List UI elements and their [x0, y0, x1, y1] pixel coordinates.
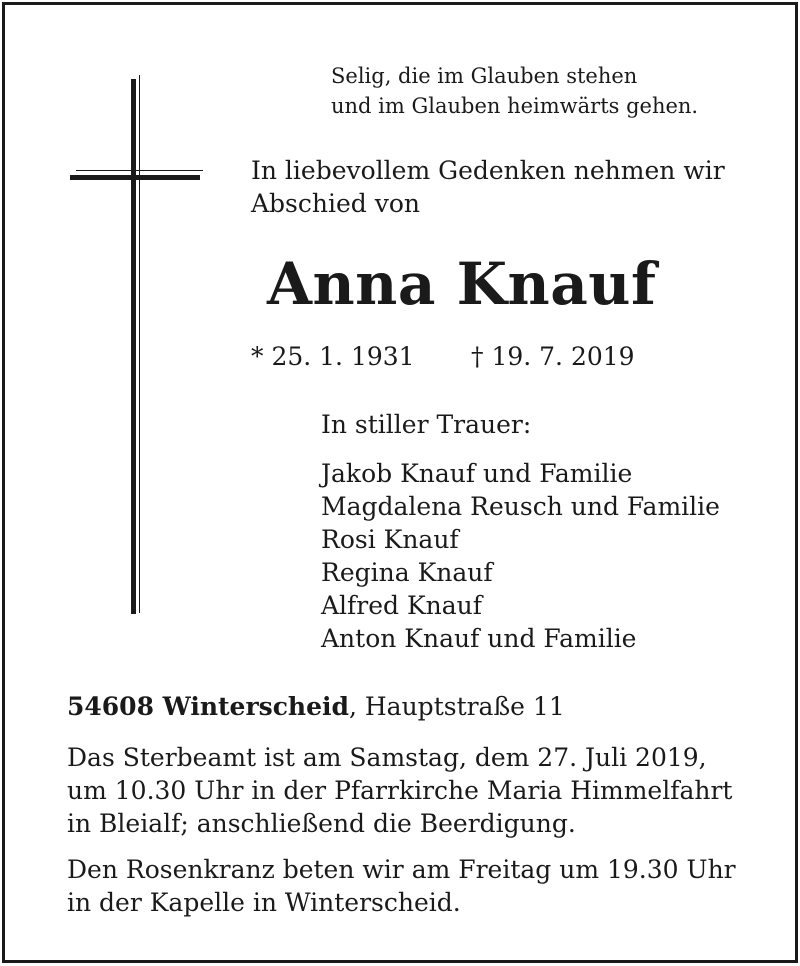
- mourner-item: Jakob Knauf und Familie: [321, 459, 633, 488]
- service-line-1: Das Sterbeamt ist am Samstag, dem 27. Juli 2019,: [67, 743, 707, 772]
- cross-horizontal-beam: [70, 175, 200, 180]
- service-info: [67, 741, 732, 840]
- mourner-item: Anton Knauf und Familie: [321, 624, 637, 653]
- deceased-name: Anna Knauf: [267, 250, 657, 318]
- service-line-3: in Bleialf; anschließend die Beerdigung.: [67, 809, 576, 838]
- mourner-item: Magdalena Reusch und Familie: [321, 492, 720, 521]
- intro-line-2: Abschied von: [251, 189, 421, 218]
- address: [67, 691, 565, 723]
- birth-date: * 25. 1. 1931: [251, 342, 415, 371]
- verse-line-1: Selig, die im Glauben stehen: [331, 64, 638, 88]
- intro-text: [251, 154, 725, 220]
- verse-line-2: und im Glauben heimwärts gehen.: [331, 94, 699, 118]
- mourner-item: Alfred Knauf: [321, 591, 483, 620]
- rosary-line-1: Den Rosenkranz beten wir am Freitag um 19.30 Uhr: [67, 855, 736, 884]
- mourning-heading: In stiller Trauer:: [321, 410, 532, 439]
- mourners-list: [321, 457, 720, 655]
- address-city: 54608 Winterscheid: [67, 692, 349, 721]
- address-street: , Hauptstraße 11: [348, 692, 565, 721]
- death-date: † 19. 7. 2019: [471, 342, 635, 371]
- mourner-item: Regina Knauf: [321, 558, 493, 587]
- verse: [331, 61, 698, 121]
- cross-vertical-beam: [131, 79, 136, 614]
- mourner-item: Rosi Knauf: [321, 525, 459, 554]
- cross-vertical-line: [139, 75, 140, 613]
- rosary-info: [67, 853, 736, 919]
- service-line-2: um 10.30 Uhr in der Pfarrkirche Maria Himmelfahrt: [67, 776, 733, 805]
- cross-horizontal-line: [76, 170, 203, 171]
- intro-line-1: In liebevollem Gedenken nehmen wir: [251, 156, 725, 185]
- obituary-notice: [2, 2, 798, 963]
- rosary-line-2: in der Kapelle in Winterscheid.: [67, 888, 461, 917]
